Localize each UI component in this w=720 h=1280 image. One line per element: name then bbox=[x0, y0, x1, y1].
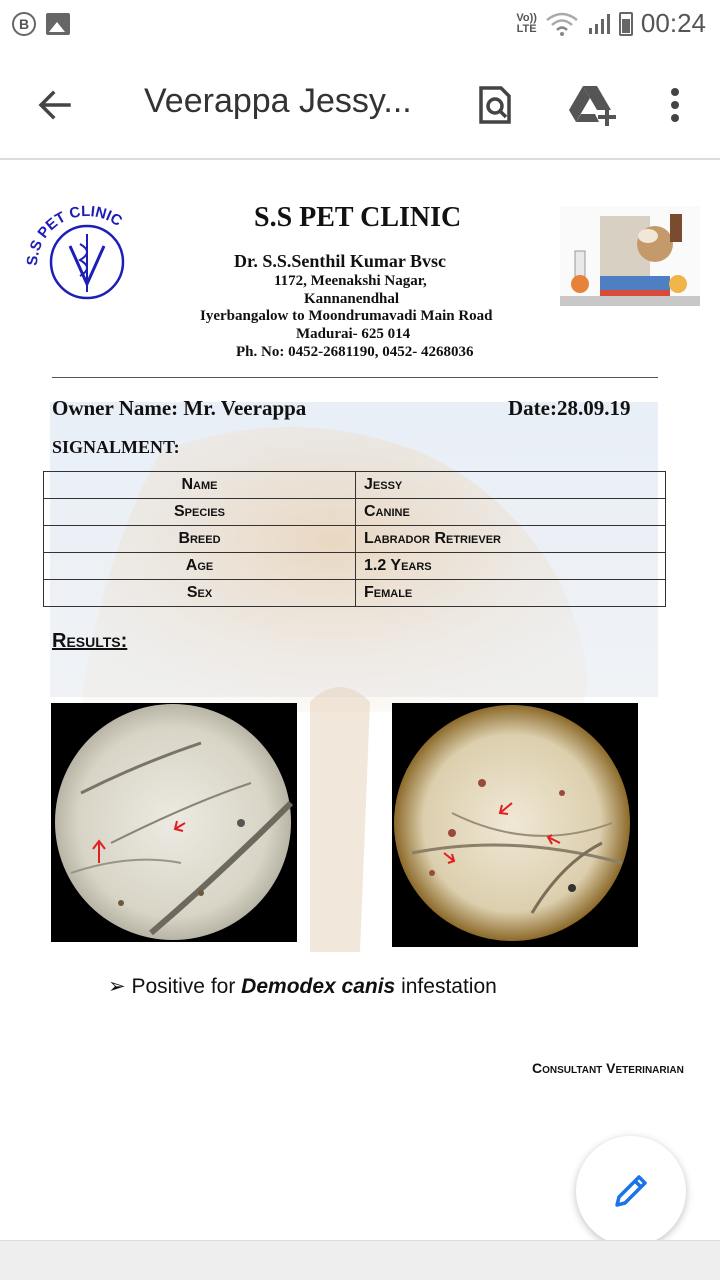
results-heading: Results: bbox=[52, 630, 128, 652]
more-options-button[interactable] bbox=[650, 78, 700, 132]
document-page bbox=[0, 162, 720, 1240]
wifi-icon bbox=[545, 12, 579, 36]
app-bar bbox=[0, 50, 720, 160]
finding-suffix: infestation bbox=[395, 975, 497, 998]
address-line-3: Iyerbangalow to Moondrumavadi Main Road bbox=[200, 308, 493, 324]
owner-name: Owner Name: Mr. Veerappa bbox=[52, 396, 307, 420]
table-row bbox=[44, 472, 666, 499]
signalment-value: Canine bbox=[356, 499, 666, 526]
arrow-back-icon bbox=[37, 87, 73, 123]
signalment-value: 1.2 Years bbox=[356, 553, 666, 580]
phone-line: Ph. No: 0452-2681190, 0452- 4268036 bbox=[236, 344, 474, 360]
battery-icon bbox=[619, 12, 633, 36]
signalment-key: Name bbox=[44, 472, 356, 499]
finding-prefix: Positive for bbox=[131, 975, 242, 998]
microscope-image-2 bbox=[392, 703, 638, 947]
finding-organism: Demodex canis bbox=[241, 975, 396, 998]
signalment-value: Labrador Retriever bbox=[356, 526, 666, 553]
add-to-drive-button[interactable] bbox=[566, 78, 620, 132]
b-notification-icon: B bbox=[12, 12, 36, 36]
header-divider bbox=[52, 377, 658, 378]
address-line-2: Kannanendhal bbox=[304, 291, 400, 307]
logo-text: S.S PET CLINIC bbox=[23, 204, 126, 267]
signalment-value: Female bbox=[356, 580, 666, 607]
edit-button[interactable] bbox=[576, 1136, 686, 1246]
signalment-key: Age bbox=[44, 553, 356, 580]
table-row bbox=[44, 553, 666, 580]
status-bar bbox=[0, 0, 720, 50]
finding-bullet bbox=[108, 974, 497, 999]
find-in-page-icon bbox=[477, 84, 513, 126]
clock: 00:24 bbox=[640, 8, 706, 38]
signalment-key: Breed bbox=[44, 526, 356, 553]
lab-dog-image bbox=[560, 206, 700, 306]
document-title: Veerappa Jessy... bbox=[144, 82, 412, 120]
clinic-logo bbox=[22, 204, 152, 314]
back-button[interactable] bbox=[30, 80, 80, 130]
report-date: Date:28.09.19 bbox=[508, 396, 631, 420]
find-in-page-button[interactable] bbox=[468, 78, 522, 132]
table-row bbox=[44, 499, 666, 526]
clinic-name: S.S PET CLINIC bbox=[254, 202, 462, 233]
microscope-image-1 bbox=[51, 703, 297, 942]
signalment-key: Sex bbox=[44, 580, 356, 607]
signalment-table bbox=[43, 471, 666, 607]
add-to-drive-icon bbox=[569, 84, 617, 126]
consultant-signature-label: Consultant Veterinarian bbox=[532, 1060, 684, 1076]
more-vert-icon bbox=[669, 87, 681, 123]
address-line-4: Madurai- 625 014 bbox=[296, 326, 411, 342]
signalment-key: Species bbox=[44, 499, 356, 526]
network-type bbox=[516, 13, 537, 35]
doctor-name: Dr. S.S.Senthil Kumar Bvsc bbox=[234, 251, 447, 271]
signalment-value: Jessy bbox=[356, 472, 666, 499]
table-row bbox=[44, 580, 666, 607]
signal-icon bbox=[587, 12, 611, 36]
edit-pencil-icon bbox=[611, 1171, 651, 1211]
table-row bbox=[44, 526, 666, 553]
lte-label: LTE bbox=[516, 22, 537, 35]
volte-label: Vo)) bbox=[516, 11, 537, 24]
address-line-1: 1172, Meenakshi Nagar, bbox=[274, 273, 427, 289]
signalment-heading: SIGNALMENT: bbox=[52, 437, 180, 457]
bottom-bar bbox=[0, 1240, 720, 1280]
bullet-arrow-icon: ➢ bbox=[108, 975, 126, 998]
image-notification-icon bbox=[46, 13, 70, 35]
